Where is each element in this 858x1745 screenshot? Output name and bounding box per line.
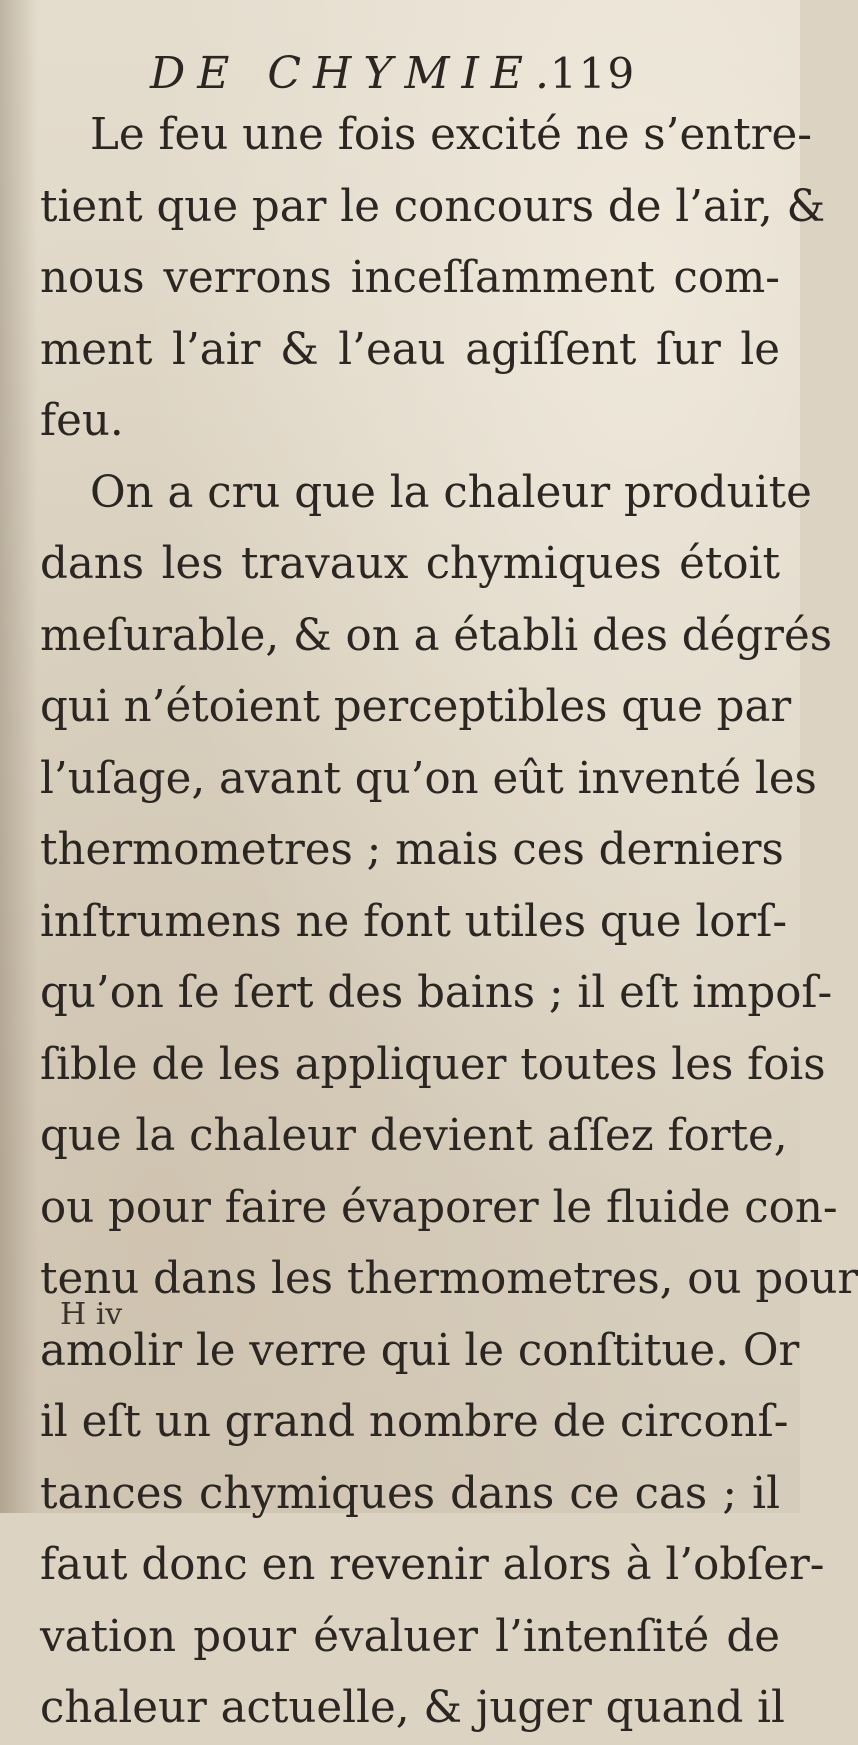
text-line: ment l’air & l’eau agiſſent ſur le bbox=[40, 324, 780, 375]
text-line: vation pour évaluer l’intenſité de bbox=[40, 1611, 780, 1662]
text-line: meſurable, & on a établi des dégrés bbox=[40, 610, 833, 661]
text-line: tient que par le concours de l’air, & bbox=[40, 181, 826, 232]
text-line: Le feu une fois excité ne s’entre- bbox=[90, 110, 812, 160]
text-line: ou pour faire évaporer le fluide con- bbox=[40, 1182, 838, 1233]
text-line: que la chaleur devient aſſez forte, bbox=[40, 1111, 788, 1161]
text-line: l’uſage, avant qu’on eût inventé les bbox=[40, 753, 817, 804]
text-line: qu’on ſe ſert des bains ; il eſt impoſ- bbox=[40, 968, 833, 1018]
page-number: 119 bbox=[550, 49, 637, 98]
page-gutter-shadow bbox=[0, 0, 38, 1513]
text-line: il eſt un grand nombre de circonſ- bbox=[40, 1397, 789, 1447]
body-text bbox=[40, 100, 858, 1745]
text-line: tenu dans les thermometres, ou pour bbox=[40, 1254, 858, 1304]
text-line: nous verrons inceſſamment com- bbox=[40, 253, 780, 303]
running-head: DE CHYMIE. bbox=[150, 48, 562, 99]
text-line: On a cru que la chaleur produite bbox=[90, 467, 812, 518]
page-header bbox=[0, 38, 800, 108]
text-line: qui n’étoient perceptibles que par bbox=[40, 682, 792, 732]
text-line: amolir le verre qui le conſtitue. Or bbox=[40, 1325, 800, 1376]
text-line: tances chymiques dans ce cas ; il bbox=[40, 1468, 780, 1519]
text-line: thermometres ; mais ces derniers bbox=[40, 825, 784, 875]
text-line: chaleur actuelle, & juger quand il bbox=[40, 1683, 785, 1733]
catchword: H iv bbox=[60, 1297, 123, 1332]
text-line: faut donc en revenir alors à l’obſer- bbox=[40, 1540, 825, 1590]
text-line: dans les travaux chymiques étoit bbox=[40, 539, 780, 589]
text-line: ſible de les appliquer toutes les fois bbox=[40, 1039, 826, 1090]
text-line: feu. bbox=[40, 396, 124, 446]
text-line: inſtrumens ne font utiles que lorſ- bbox=[40, 896, 788, 947]
